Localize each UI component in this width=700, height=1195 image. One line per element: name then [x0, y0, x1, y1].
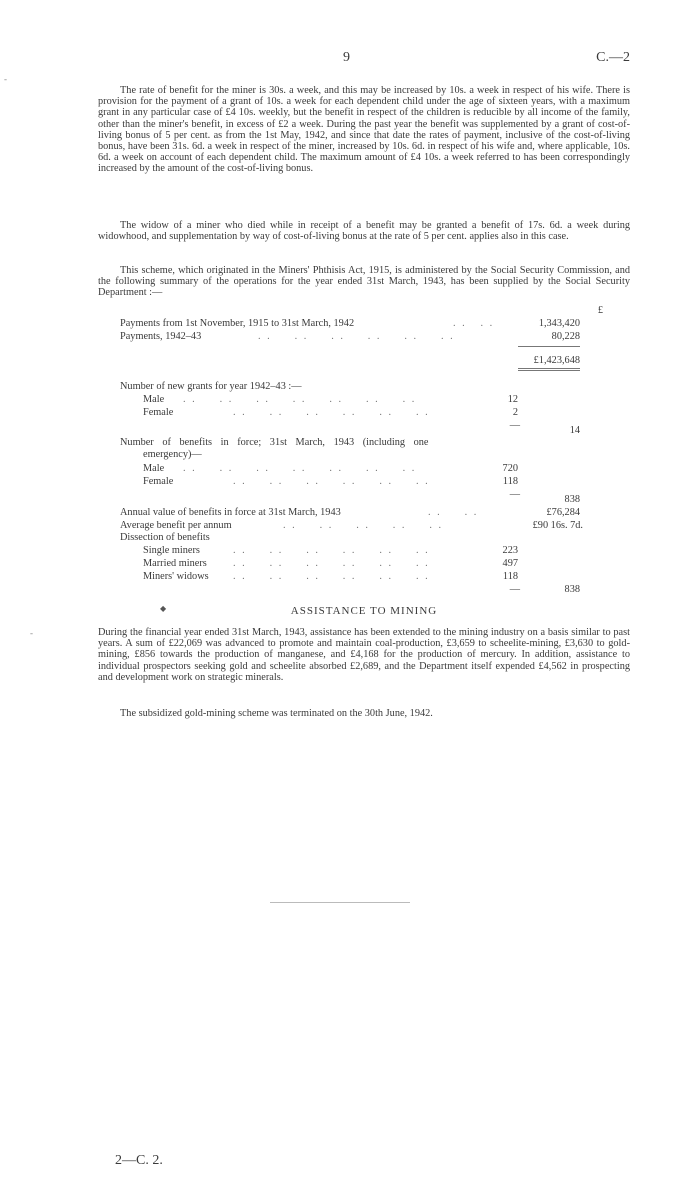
double-rule: [518, 370, 580, 371]
dot-leader: . . . . . . . . . . . .: [233, 407, 430, 418]
paragraph-assistance: During the financial year ended 31st March, 1943, assistance has been extended to the mining industry on a basis similar to past years. A sum of £22,069 was advanced to promote and maintain coal-production, £3,659 to scheelite-mining, £3,630 to gold-mining, £856 towards the production of manganese, and £4,168 for the production of mercury. In addition, assistance to individual prospectors seeking gold and scheelite absorbed £2,689, and the Department itself expended £4,562 in prospecting and development work on strategic minerals.: [98, 627, 630, 683]
bullet-mark: ◆: [160, 604, 167, 613]
section-heading: ASSISTANCE TO MINING: [290, 605, 438, 617]
payments-total: £1,423,648: [533, 355, 580, 366]
page-footer: 2—C. 2.: [115, 1153, 163, 1168]
dot-leader: . . . . . . . . . . . .: [233, 476, 430, 487]
annual-value-label: Annual value of benefits in force at 31st March, 1943: [120, 507, 341, 518]
dissection-title: Dissection of benefits: [120, 532, 210, 543]
page-number: 9: [343, 50, 350, 65]
married-miners-label: Married miners: [143, 558, 207, 569]
benefits-male-value: 720: [502, 463, 518, 474]
margin-mark: -: [30, 628, 33, 638]
subtotal-dash: —: [509, 489, 520, 500]
single-miners-label: Single miners: [143, 545, 200, 556]
married-miners-value: 497: [502, 558, 518, 569]
annual-value: £76,284: [546, 507, 580, 518]
benefits-in-force-title: Number of benefits in force; 31st March, 1943 (including one: [120, 437, 429, 448]
paragraph-widow-benefit: The widow of a miner who died while in receipt of a benefit may be granted a benefit of 17s. 6d. a week during widowhood, and supplementation by way of cost-of-living bonus at the rate of 5 per cent. applies also in this case.: [98, 220, 630, 243]
divider: [270, 902, 410, 903]
payments-row2-value: 80,228: [551, 331, 580, 342]
benefits-female-label: Female: [143, 476, 174, 487]
single-miners-value: 223: [502, 545, 518, 556]
new-grants-female-value: 2: [512, 407, 518, 418]
miners-widows-label: Miners' widows: [143, 571, 209, 582]
subtotal-dash: —: [509, 420, 520, 431]
paragraph-benefit-rate: The rate of benefit for the miner is 30s. a week, and this may be increased by 10s. a week in respect of his wife. There is provision for the payment of a grant of 10s. a week for each dependent child under the age of sixteen years, with a maximum grant in any particular case of £4 10s. weekly, but the benefit in respect of the children is reducible by all income of the family, other than the miner's benefit, in excess of £2 a week. During the past year the benefit was supplemented by a grant of cost-of-living bonus of 5 per cent. as from the 1st May, 1942, and since that date the rates of payment, inclusive of the cost-of-living bonus, have been 31s. 6d. a week in respect of the miner, increased by 10s. 6d. in respect of his wife and, where applicable, 10s. 6d. a week on account of each dependent child. The maximum amount of £4 10s. a week referred to has been correspondingly increased by the amount of the cost-of-living bonus.: [98, 85, 630, 175]
document-reference: C.—2: [596, 50, 630, 65]
page-header: [98, 50, 630, 70]
dot-leader: . . . .: [428, 507, 479, 518]
double-rule: [518, 368, 580, 369]
total-rule: [518, 346, 580, 347]
payments-row1-value: 1,343,420: [538, 318, 580, 329]
miners-widows-value: 118: [502, 571, 518, 582]
dot-leader: . . . . . . . . . . . . . .: [183, 394, 417, 405]
paragraph-scheme-summary: This scheme, which originated in the Miners' Phthisis Act, 1915, is administered by the Social Security Commission, and the following summary of the operations for the year ended 31st March, 1943, has been supplied by the Social Security Department :—: [98, 265, 630, 299]
average-benefit-label: Average benefit per annum: [120, 520, 232, 531]
dot-leader: . . . . . . . . . . . .: [258, 331, 455, 342]
paragraph-subsidized-scheme: The subsidized gold-mining scheme was terminated on the 30th June, 1942.: [120, 708, 433, 719]
dot-leader: . . . . . . . . . . . .: [233, 545, 430, 556]
dot-leader: . . . . . . . . . . . .: [233, 558, 430, 569]
margin-mark: -: [4, 74, 7, 84]
new-grants-title: Number of new grants for year 1942–43 :—: [120, 381, 302, 392]
dissection-total: 838: [564, 584, 580, 595]
payments-row2-label: Payments, 1942–43: [120, 331, 202, 342]
dot-leader: . . . .: [453, 318, 495, 329]
new-grants-female-label: Female: [143, 407, 174, 418]
subtotal-dash: —: [509, 584, 520, 595]
new-grants-male-label: Male: [143, 394, 165, 405]
currency-header: £: [597, 305, 603, 316]
new-grants-total: 14: [569, 425, 580, 436]
benefits-in-force-title-cont: emergency)—: [143, 449, 202, 460]
benefits-male-label: Male: [143, 463, 165, 474]
benefits-total: 838: [564, 494, 580, 505]
payments-row1-label: Payments from 1st November, 1915 to 31st March, 1942: [120, 318, 355, 329]
benefits-female-value: 118: [502, 476, 518, 487]
new-grants-male-value: 12: [507, 394, 518, 405]
average-benefit-value: £90 16s. 7d.: [532, 520, 583, 531]
dot-leader: . . . . . . . . . . . . . .: [183, 463, 417, 474]
dot-leader: . . . . . . . . . . . .: [233, 571, 430, 582]
dot-leader: . . . . . . . . . .: [283, 520, 444, 531]
